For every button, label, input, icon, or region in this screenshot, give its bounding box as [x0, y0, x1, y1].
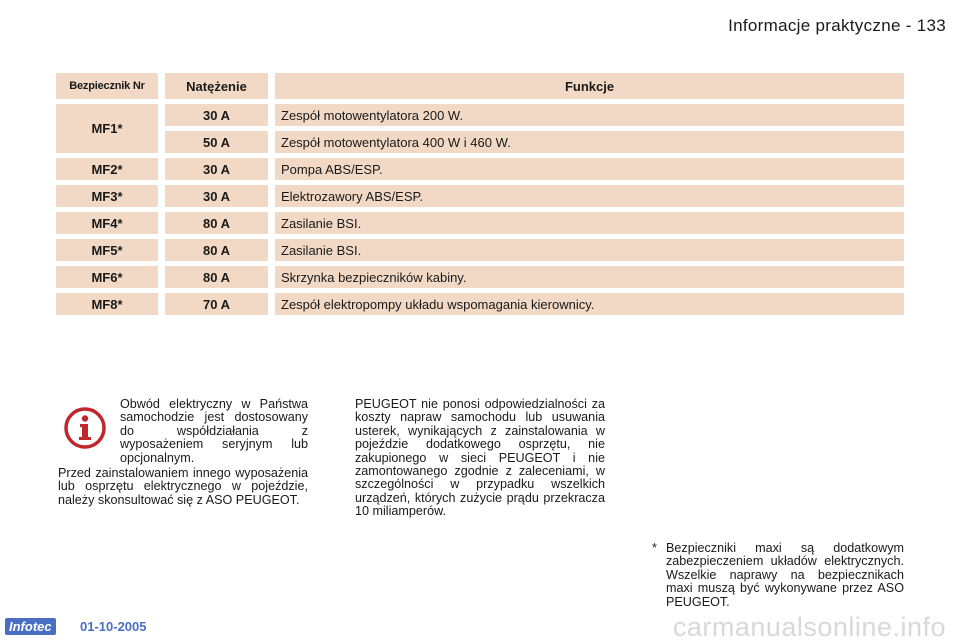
function-cell: Zespół motowentylatora 400 W i 460 W.	[268, 131, 904, 153]
amperage-cell: 80 A	[158, 266, 268, 288]
table-row	[56, 239, 904, 261]
fuse-nr-cell: MF2*	[56, 158, 158, 180]
amperage-cell: 50 A	[158, 131, 268, 153]
column-header-amperage: Natężenie	[158, 73, 268, 99]
fuse-nr-cell: MF4*	[56, 212, 158, 234]
function-cell: Skrzynka bezpieczników kabiny.	[268, 266, 904, 288]
table-row	[56, 185, 904, 207]
liability-note: PEUGEOT nie ponosi odpowiedzialności za koszty napraw samochodu lub usuwania usterek, wynikających z zainstalowania w pojeździe dodatkowego osprzętu, nie zakupionego w sieci PEUGEOT i nie zamontowanego zgodnie z zaleceniami, w szczególności w przypadku wszelkich urządzeń, których zużycie prądu przekracza 10 miliamperów.	[355, 397, 605, 519]
table-row	[56, 293, 904, 315]
table-header-row	[56, 73, 904, 99]
fuse-nr-cell: MF1*	[56, 104, 158, 153]
function-cell: Elektrozawory ABS/ESP.	[268, 185, 904, 207]
footnote-text: Bezpieczniki maxi są dodatkowym zabezpieczeniem układów elektrycznych. Wszelkie naprawy na bezpiecznikach maxi muszą być wykonywane przez ASO PEUGEOT.	[666, 541, 904, 609]
watermark: carmanualsonline.info	[672, 612, 946, 642]
fuse-nr-cell: MF6*	[56, 266, 158, 288]
table-row	[56, 104, 904, 126]
page-title: Informacje praktyczne - 133	[728, 16, 946, 35]
footnote-marker: *	[652, 541, 657, 555]
function-cell: Pompa ABS/ESP.	[268, 158, 904, 180]
fuse-nr-cell: MF3*	[56, 185, 158, 207]
table-row	[56, 158, 904, 180]
column-header-fuse-nr: Bezpiecznik Nr	[56, 73, 158, 99]
maxi-fuse-footnote	[652, 542, 904, 609]
table-row	[56, 131, 904, 153]
footer-date: 01-10-2005	[80, 619, 147, 634]
amperage-cell: 30 A	[158, 185, 268, 207]
amperage-cell: 70 A	[158, 293, 268, 315]
function-cell: Zasilanie BSI.	[268, 239, 904, 261]
infotec-logo: Infotec	[5, 618, 56, 635]
amperage-cell: 30 A	[158, 104, 268, 126]
function-cell: Zespół motowentylatora 200 W.	[268, 104, 904, 126]
function-cell: Zespół elektropompy układu wspomagania kierownicy.	[268, 293, 904, 315]
consult-dealer-note: Przed zainstalowaniem innego wyposażenia lub osprzętu elektrycznego w pojeździe, należy skonsultować się z ASO PEUGEOT.	[58, 466, 308, 507]
function-cell: Zasilanie BSI.	[268, 212, 904, 234]
compatibility-note: Obwód elektryczny w Państwa samochodzie jest dostosowany do współdziałania z wyposażeniem seryjnym lub opcjonalnym.	[120, 397, 308, 465]
fuse-nr-cell: MF5*	[56, 239, 158, 261]
amperage-cell: 80 A	[158, 239, 268, 261]
column-header-functions: Funkcje	[268, 73, 904, 99]
fuse-table	[56, 68, 904, 320]
fuse-nr-cell: MF8*	[56, 293, 158, 315]
table-row	[56, 266, 904, 288]
amperage-cell: 80 A	[158, 212, 268, 234]
info-icon	[63, 406, 107, 450]
amperage-cell: 30 A	[158, 158, 268, 180]
table-row	[56, 212, 904, 234]
